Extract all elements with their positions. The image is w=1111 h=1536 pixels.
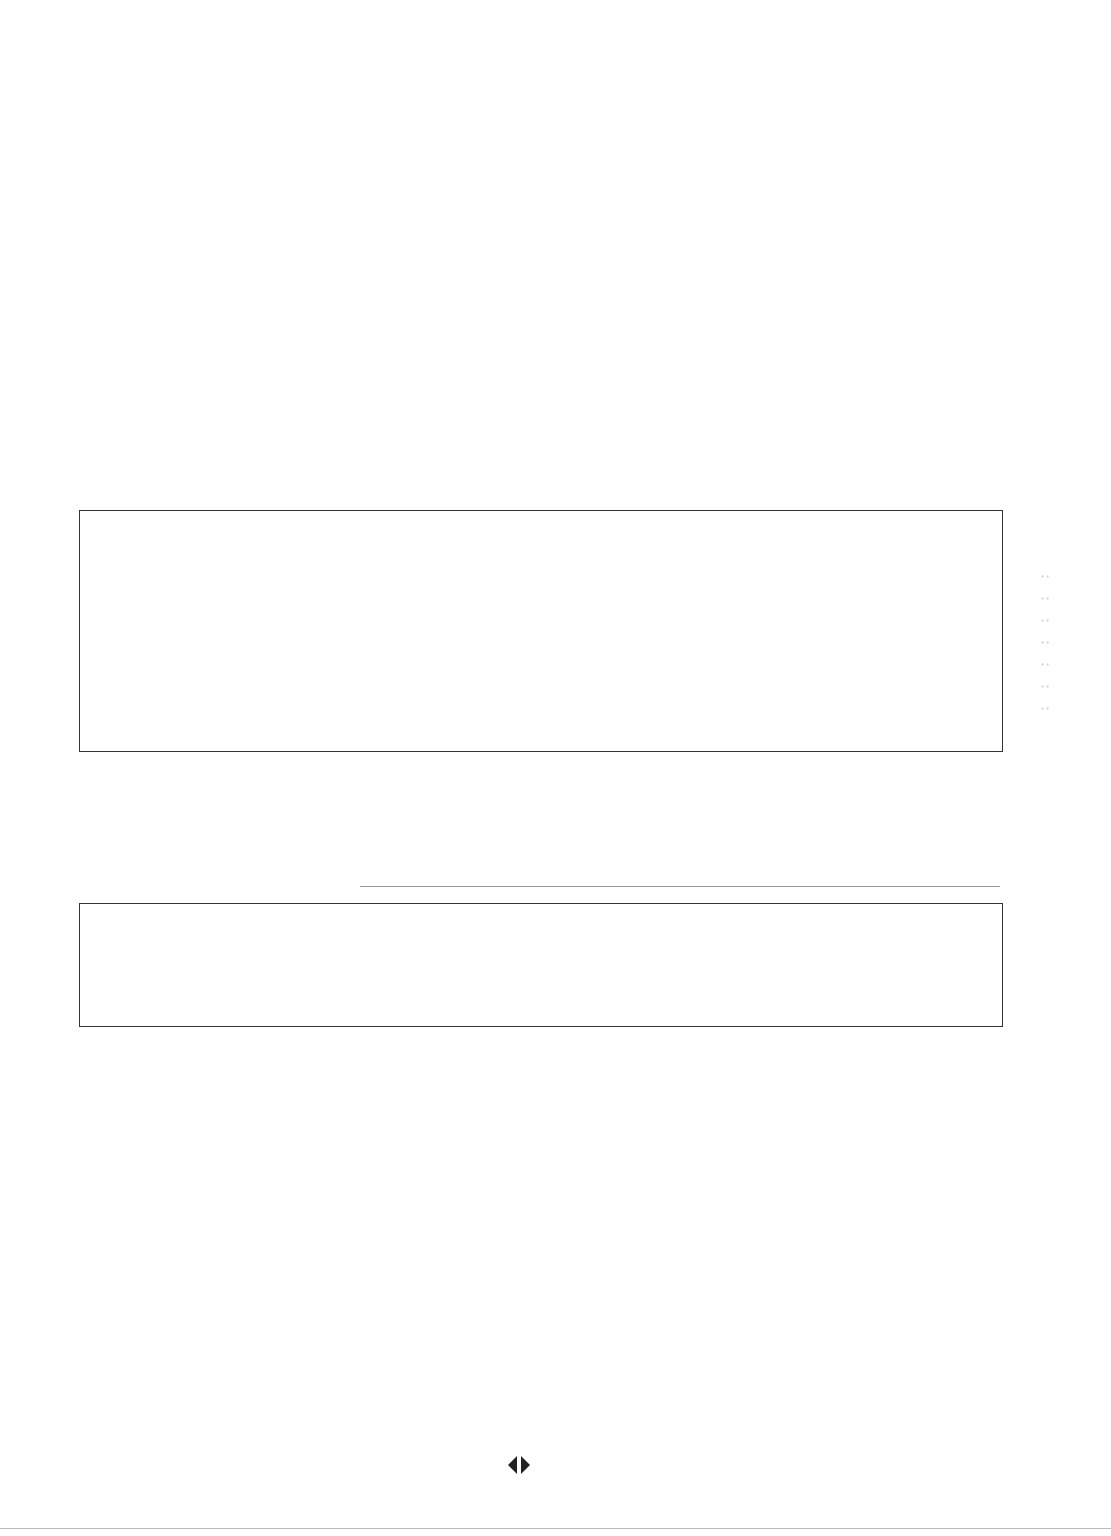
key-explanation-box-1 — [79, 510, 1003, 752]
bottom-rule — [0, 1528, 1111, 1529]
watermark-logo — [921, 1420, 1091, 1520]
page-number — [508, 1452, 530, 1478]
left-triangle-icon — [508, 1456, 517, 1474]
side-faint-marks: ·· ·· ·· ·· ·· ·· ·· — [1040, 567, 1051, 718]
divider-line — [360, 886, 1000, 887]
key-explanation-box-2 — [79, 903, 1003, 1027]
right-triangle-icon — [521, 1456, 530, 1474]
